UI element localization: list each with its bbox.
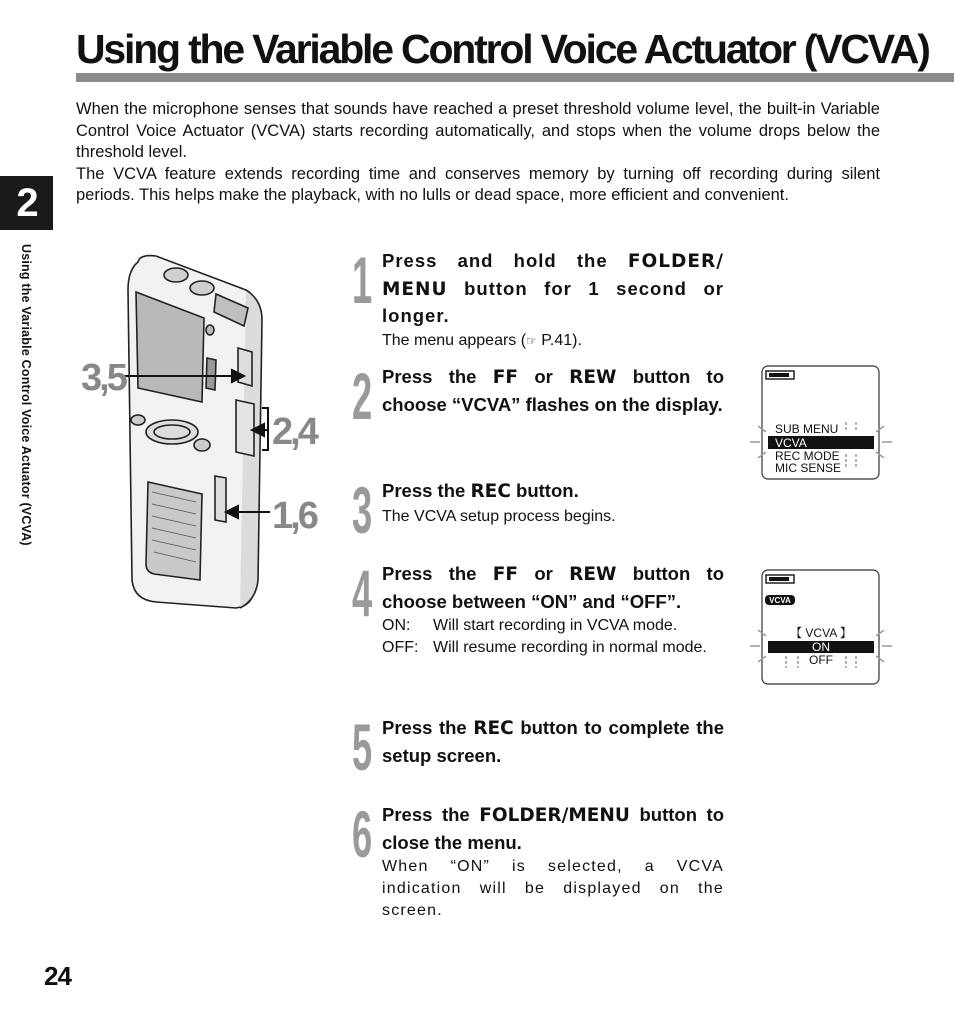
rec-button-label: REC (473, 718, 514, 739)
step-number: 3 (352, 473, 373, 547)
step-body (382, 615, 724, 659)
ff-button-label: FF (492, 367, 519, 388)
callout-top: 3,5 (81, 357, 125, 399)
page-title: Using the Variable Control Voice Actuator (VCVA) (76, 26, 929, 72)
rew-button-label: REW (569, 564, 617, 585)
option-off-description: OFF: Will resume recording in normal mode. (382, 639, 707, 656)
chapter-tab: 2 (0, 176, 53, 230)
vcva-badge-text: VCVA (769, 596, 791, 605)
step-heading: Press the FF or REW button to choose “VCVA” flashes on the display. (382, 366, 724, 415)
step-number: 6 (352, 797, 373, 871)
lcd-menu-item-selected: VCVA (775, 436, 807, 450)
lcd-menu-item: MIC SENSE (775, 461, 842, 475)
step-heading: Press the FF or REW button to choose between “ON” and “OFF”. (382, 563, 724, 612)
lcd-menu-item: REC MODE (775, 449, 840, 463)
lcd-option-selected: ON (812, 640, 830, 654)
page-reference-icon: ☞ (526, 333, 537, 348)
step-1 (352, 243, 724, 352)
step-heading: Press the FOLDER/MENU button to close the menu. (382, 804, 724, 853)
lcd-vcva-setting (748, 568, 894, 686)
option-on-description: ON: Will start recording in VCVA mode. (382, 617, 678, 634)
step-5 (352, 710, 724, 784)
step-body: The menu appears (☞ P.41). (382, 331, 582, 349)
ff-button-label: FF (492, 564, 519, 585)
battery-icon (766, 575, 794, 583)
lcd-setting-heading: 【 VCVA 】 (790, 626, 852, 640)
lcd-menu-item: SUB MENU (775, 422, 839, 436)
intro-paragraph-1: When the microphone senses that sounds have reached a preset threshold volume level, the built-in Variable Control Voice Actuator (VCVA) starts recording automatically, and stops when the volume drops below the threshold level. (76, 100, 880, 161)
step-2 (352, 359, 724, 433)
step-number: 4 (352, 556, 373, 630)
callout-bottom: 1,6 (272, 495, 316, 537)
side-running-title: Using the Variable Control Voice Actuator (VCVA) (19, 244, 33, 546)
step-3 (352, 473, 724, 547)
lcd-sub-menu (748, 364, 894, 482)
battery-icon (766, 371, 794, 379)
step-number: 5 (352, 710, 373, 784)
title-rule (76, 73, 954, 82)
step-heading: Press the REC button. (382, 480, 579, 502)
rew-button-label: REW (569, 367, 617, 388)
lcd-option: OFF (809, 653, 833, 667)
step-heading: Press and hold the FOLDER/ MENU button for 1 second or longer. (382, 250, 724, 326)
step-body: The VCVA setup process begins. (382, 507, 616, 525)
step-body: When “ON” is selected, a VCVA indication will be displayed on the screen. (382, 858, 724, 919)
page-number: 24 (44, 961, 71, 991)
intro-paragraph-2: The VCVA feature extends recording time and conserves memory by turning off recording during silent periods. This helps make the playback, with no lulls or dead space, more efficient and convenient. (76, 164, 880, 204)
step-number: 1 (352, 243, 373, 317)
callout-mid: 2,4 (272, 411, 316, 453)
recorder-illustration (76, 250, 326, 615)
step-heading: Press the REC button to complete the setup screen. (382, 717, 724, 766)
intro-text (76, 99, 880, 207)
step-6 (352, 797, 724, 922)
step-number: 2 (352, 359, 373, 433)
folder-menu-button-label: FOLDER/ MENU (382, 251, 724, 300)
rec-button-label: REC (470, 481, 511, 502)
folder-menu-button-label: FOLDER/MENU (479, 805, 630, 826)
step-4 (352, 556, 724, 659)
